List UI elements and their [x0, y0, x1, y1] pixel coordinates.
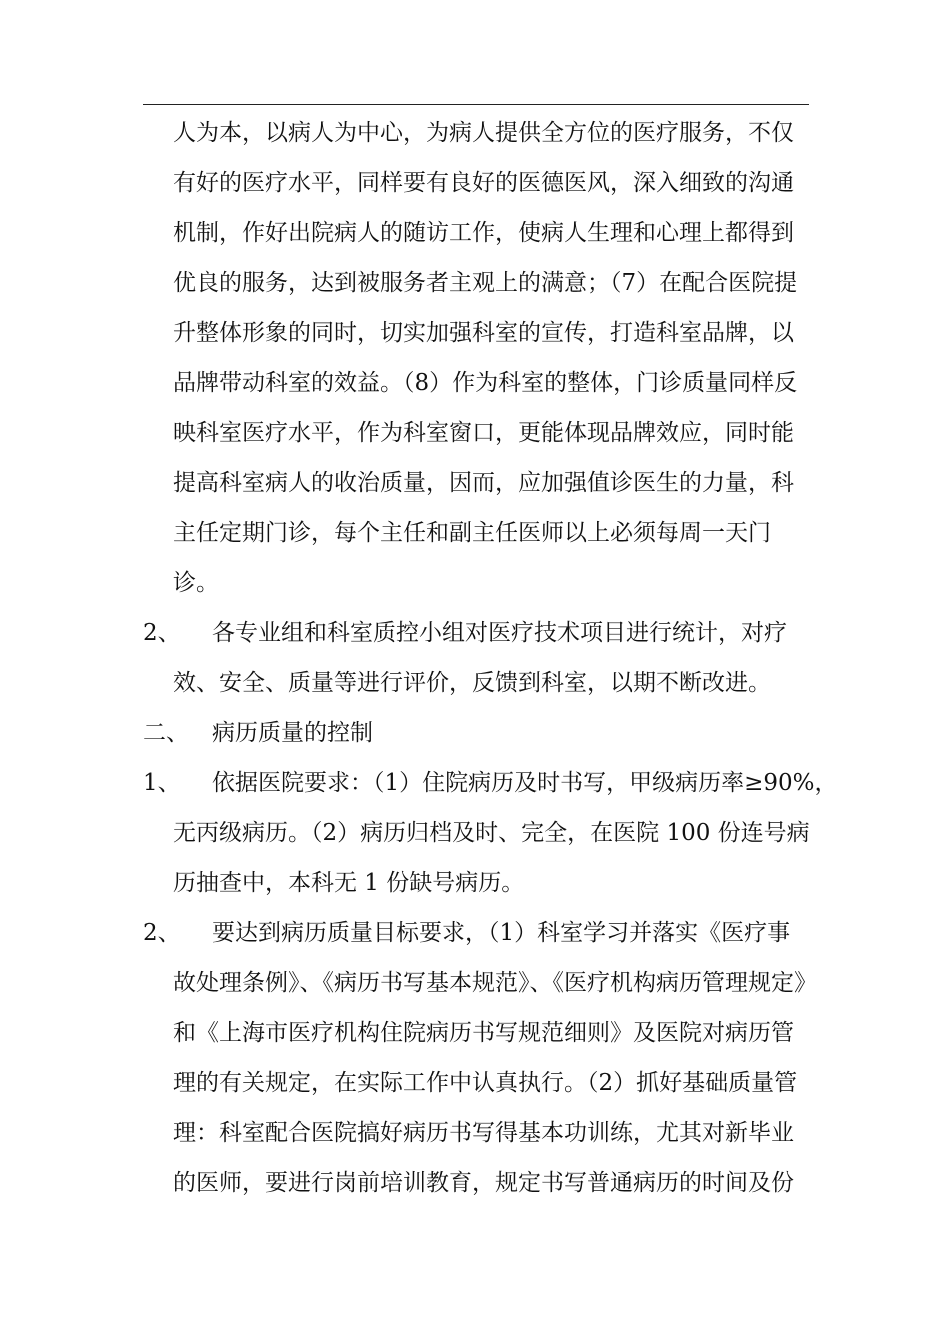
list-item-line: 效、安全、质量等进行评价，反馈到科室，以期不断改进。 — [173, 670, 771, 696]
paragraph-line: 品牌带动科室的效益。（8）作为科室的整体，门诊质量同样反 — [173, 370, 798, 396]
list-item-line: 依据医院要求：（1）住院病历及时书写，甲级病历率≥90%， — [212, 770, 838, 796]
list-item-line: 无丙级病历。（2）病历归档及时、完全，在医院 100 份连号病 — [173, 820, 810, 846]
list-item-line: 历抽查中，本科无 1 份缺号病历。 — [173, 870, 525, 896]
paragraph-line: 主任定期门诊，每个主任和副主任医师以上必须每周一天门 — [173, 520, 771, 546]
list-item-line: 理的有关规定，在实际工作中认真执行。（2）抓好基础质量管 — [173, 1070, 798, 1096]
list-item-line: 各专业组和科室质控小组对医疗技术项目进行统计，对疗 — [212, 620, 787, 646]
header-rule — [143, 104, 809, 105]
paragraph-line: 有好的医疗水平，同样要有良好的医德医风，深入细致的沟通 — [173, 170, 794, 196]
paragraph-line: 优良的服务，达到被服务者主观上的满意；（7）在配合医院提 — [173, 270, 798, 296]
paragraph-line: 诊。 — [173, 570, 219, 596]
list-item-line: 故处理条例》、《病历书写基本规范》、《医疗机构病历管理规定》 — [173, 970, 817, 996]
section-marker: 二、 — [143, 720, 189, 746]
section-title: 病历质量的控制 — [212, 720, 373, 746]
paragraph-line: 升整体形象的同时，切实加强科室的宣传，打造科室品牌，以 — [173, 320, 794, 346]
list-marker: 1、 — [143, 770, 181, 796]
list-item-line: 要达到病历质量目标要求，（1）科室学习并落实《医疗事 — [212, 920, 791, 946]
paragraph-line: 提高科室病人的收治质量，因而，应加强值诊医生的力量，科 — [173, 470, 794, 496]
paragraph-line: 映科室医疗水平，作为科室窗口，更能体现品牌效应，同时能 — [173, 420, 794, 446]
paragraph-line: 人为本，以病人为中心，为病人提供全方位的医疗服务，不仅 — [173, 120, 794, 146]
list-marker: 2、 — [143, 620, 181, 646]
list-item-line: 理：科室配合医院搞好病历书写得基本功训练，尤其对新毕业 — [173, 1120, 794, 1146]
list-marker: 2、 — [143, 920, 181, 946]
list-item-line: 和《上海市医疗机构住院病历书写规范细则》及医院对病历管 — [173, 1020, 794, 1046]
paragraph-line: 机制，作好出院病人的随访工作，使病人生理和心理上都得到 — [173, 220, 794, 246]
list-item-line: 的医师，要进行岗前培训教育，规定书写普通病历的时间及份 — [173, 1170, 794, 1196]
